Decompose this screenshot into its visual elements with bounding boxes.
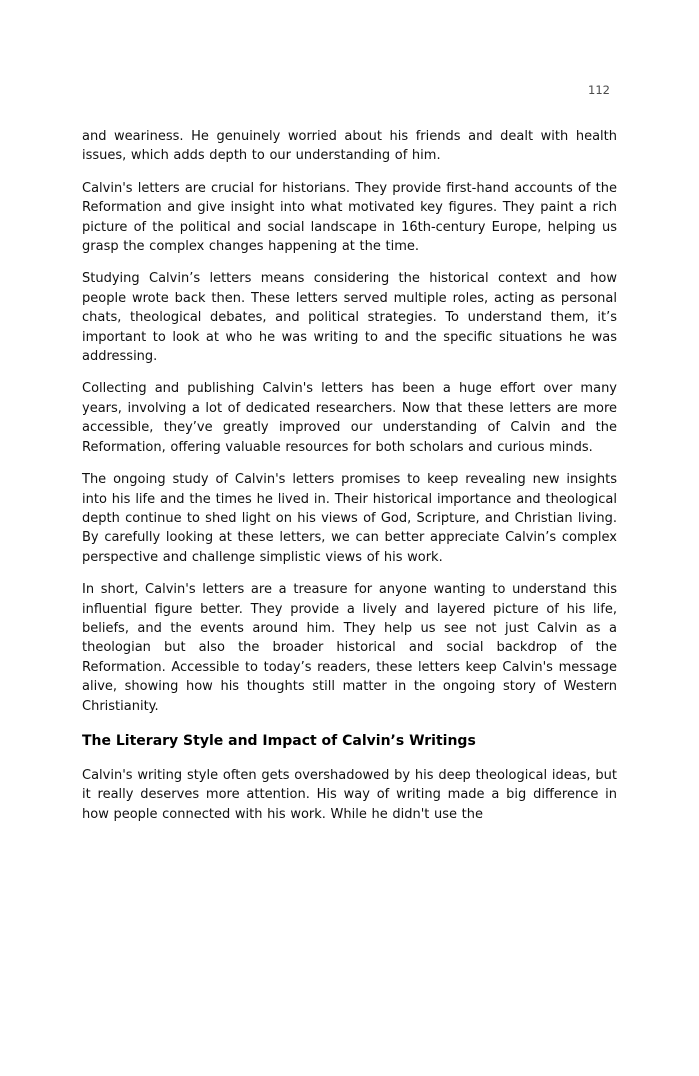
- paragraph: In short, Calvin's letters are a treasure for anyone wanting to understand this influential figure better. They provide a lively and layered picture of his life, beliefs, and the events around him. They help us see not just Calvin as a theologian but also the broader historical and social backdrop of the Reformation. Accessible to today’s readers, these letters keep Calvin's message alive, showing how his thoughts still matter in the ongoing story of Western Christianity.: [82, 582, 617, 714]
- paragraph: Calvin's letters are crucial for historians. They provide first-hand accounts of the Reformation and give insight into what motivated key figures. They paint a rich picture of the political and social landscape in 16th-century Europe, helping us grasp the complex changes happening at the time.: [82, 180, 617, 255]
- paragraph: Studying Calvin’s letters means considering the historical context and how people wrote back then. These letters served multiple roles, acting as personal chats, theological debates, and political strategies. To understand them, it’s important to look at who he was writing to and the specific situations he was addressing.: [82, 271, 617, 365]
- section-heading: The Literary Style and Impact of Calvin’s Writings: [82, 732, 476, 749]
- document-page: [0, 84, 699, 1076]
- paragraph: and weariness. He genuinely worried about his friends and dealt with health issues, which adds depth to our understanding of him.: [82, 129, 617, 164]
- paragraph: The ongoing study of Calvin's letters promises to keep revealing new insights into his life and the times he lived in. Their historical importance and theological depth continue to shed light on his views of God, Scripture, and Christian living. By carefully looking at these letters, we can better appreciate Calvin’s complex perspective and challenge simplistic views of his work.: [82, 472, 617, 565]
- paragraph: Collecting and publishing Calvin's letters has been a huge effort over many years, involving a lot of dedicated researchers. Now that these letters are more accessible, they’ve greatly improved our understanding of Calvin and the Reformation, offering valuable resources for both scholars and curious minds.: [82, 381, 617, 455]
- page-number: 112: [588, 83, 610, 97]
- paragraph: Calvin's writing style often gets overshadowed by his deep theological ideas, but it really deserves more attention. His way of writing made a big difference in how people connected with his work. While he didn't use the: [82, 767, 617, 822]
- page-content: [82, 84, 617, 824]
